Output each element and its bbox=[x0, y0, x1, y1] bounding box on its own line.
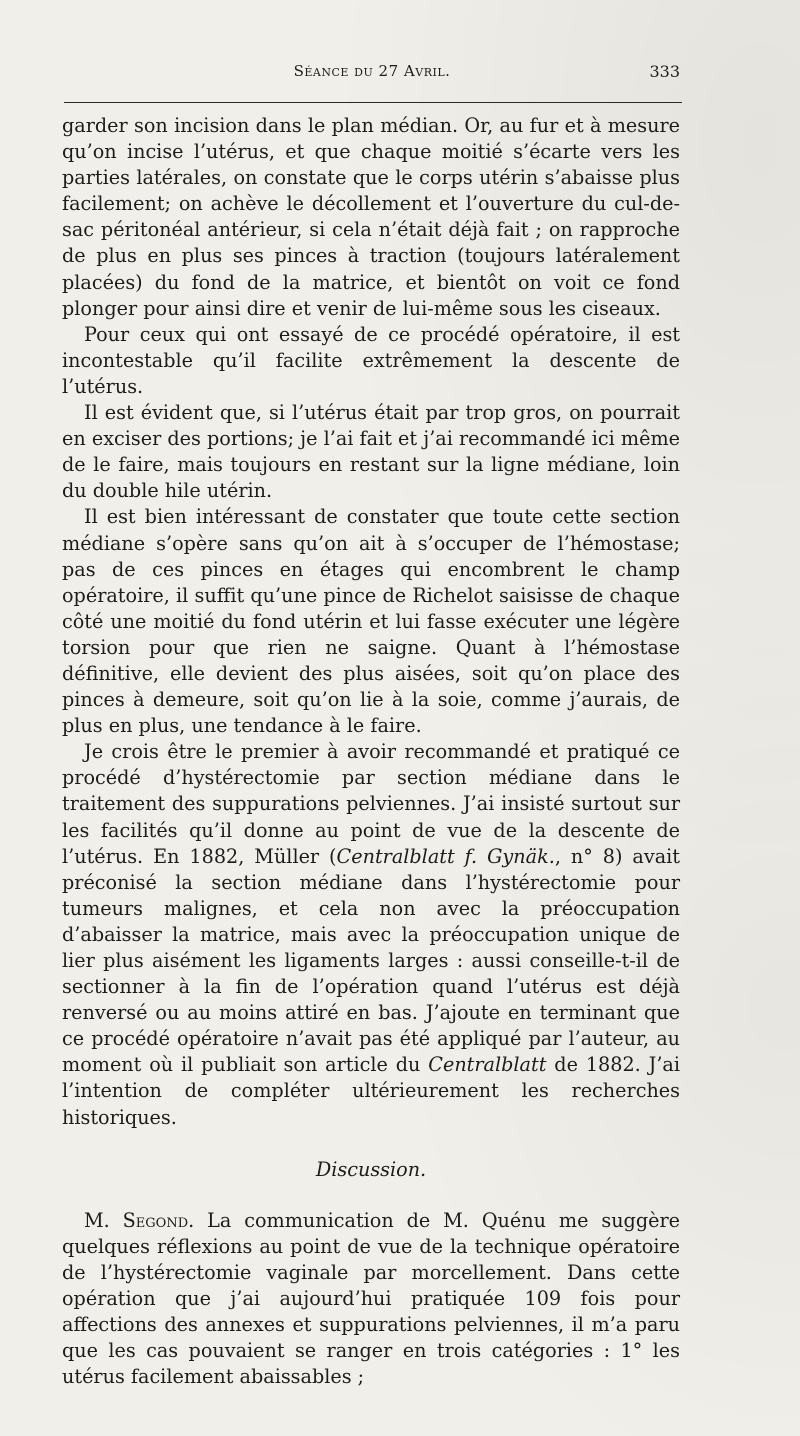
running-title bbox=[64, 62, 680, 80]
paragraph-text: Je crois être le premier à avoir recommandé et pratiqué ce procédé d’hystérectomie par section médiane dans le traitement des suppurations pelviennes. J’ai insisté surtout sur les facilités qu’il donne au point de vue de la descente de l’utérus. En 1882, Müller ( bbox=[62, 740, 680, 868]
paragraph: Il est bien intéressant de constater que toute cette section médiane s’opère sans qu’on ait à s’occuper de l’hémostase; pas de ces pinces en étages qui encombrent le champ opératoire, il suffit qu’une pince de Richelot saisisse de chaque côté une moitié du fond utérin et lui fasse exécuter une légère torsion pour que rien ne saigne. Quant à l’hémostase définitive, elle devient des plus aisées, soit qu’on place des pinces à demeure, soit qu’on lie à la soie, comme j’aurais, de plus en plus, une tendance à le faire. bbox=[62, 505, 680, 738]
paragraph: Il est évident que, si l’utérus était par trop gros, on pourrait en exciser des portions; je l’ai fait et j’ai recommandé ici même de le faire, mais toujours en restant sur la ligne médiane, loin du double hile utérin. bbox=[62, 401, 680, 503]
paragraph: Pour ceux qui ont essayé de ce procédé opératoire, il est incontestable qu’il facilite extrêmement la descente de l’utérus. bbox=[62, 322, 680, 398]
running-title-month: Avril. bbox=[403, 62, 451, 80]
page-number: 333 bbox=[649, 62, 680, 81]
paragraph-text: , n° 8) avait préconisé la section médiane dans l’hystérectomie pour tumeurs malignes, et cela non avec la préoccupation d’abaisser la matrice, mais avec la préoccupation unique de lier plus aisément les ligaments larges : aussi conseille-t-il de sectionner à la fin de l’opération quand l’utérus est déjà renversé ou au moins attiré en bas. J’ajoute en terminant que ce procédé opératoire n’avait pas été appliqué par l’auteur, au moment où il publiait son article du bbox=[62, 844, 680, 1077]
body-text bbox=[62, 113, 680, 1390]
paragraph-text: de 1882. J’ai l’intention de compléter ultérieurement les recherches historiques. bbox=[62, 1053, 680, 1129]
paragraph-continuation: garder son incision dans le plan médian. Or, au fur et à mesure qu’on incise l’utérus, et que chaque moitié s’écarte vers les parties latérales, on constate que le corps utérin s’abaisse plus facilement; on achève le décollement et l’ouverture du cul-de-sac péritonéal antérieur, si cela n’était déjà fait ; on rapproche de plus en plus ses pinces à traction (toujours latéralement placées) du fond de la matrice, et bientôt on voit ce fond plonger pour ainsi dire et venir de lui-même sous les ciseaux. bbox=[62, 114, 680, 320]
paragraph-muller bbox=[62, 739, 680, 1130]
paragraph-text: La communication de M. Quénu me suggère quelques réflexions au point de vue de la technique opératoire de l’hystérectomie vaginale par morcellement. Dans cette opération que j’ai aujourd’hui pratiquée 109 fois pour affections des annexes et suppurations pelviennes, il m’a paru que les cas pouvaient se ranger en trois catégories : 1° les utérus facilement abaissables ; bbox=[62, 1208, 680, 1389]
journal-citation: Centralblatt bbox=[428, 1053, 547, 1077]
speaker-name: M. Segond. bbox=[84, 1208, 195, 1232]
running-title-prefix: Séance du bbox=[293, 62, 374, 80]
header-rule bbox=[64, 102, 682, 103]
page-header bbox=[64, 62, 680, 90]
running-title-day: 27 bbox=[378, 62, 399, 80]
paragraph-segond bbox=[62, 1208, 680, 1391]
discussion-heading: Discussion. bbox=[315, 1157, 427, 1181]
journal-citation: Centralblatt f. Gynäk. bbox=[336, 844, 555, 868]
